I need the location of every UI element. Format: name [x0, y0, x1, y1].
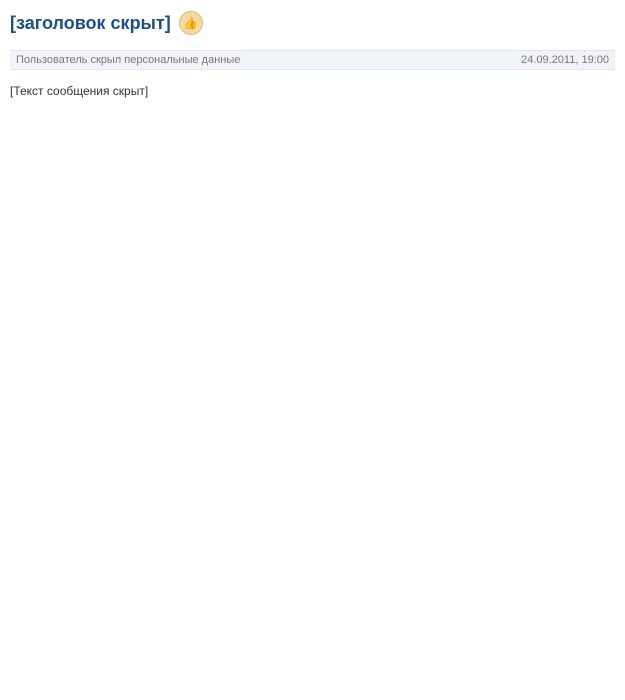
post-container	[0, 0, 625, 118]
post-title: [заголовок скрыт]	[10, 12, 171, 33]
post-paragraph: [Текст сообщения скрыт]	[10, 84, 149, 98]
post-body	[10, 82, 615, 100]
thumb-icon: 👍	[179, 11, 203, 35]
post-timestamp: 24.09.2011, 19:00	[521, 54, 609, 66]
post-meta-bar	[10, 50, 615, 70]
post-header	[10, 8, 615, 38]
post-author: Пользователь скрыл персональные данные	[16, 54, 241, 66]
